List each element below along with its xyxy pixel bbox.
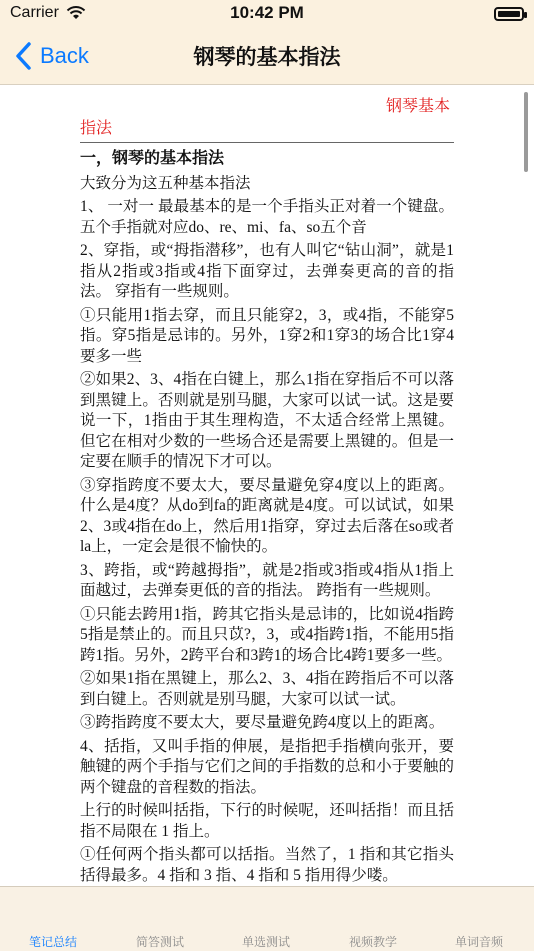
- tab-short-answer-test[interactable]: 简答测试: [135, 935, 184, 949]
- tab-bar: [0, 886, 534, 951]
- navigation-bar: [0, 30, 534, 84]
- article-content[interactable]: [80, 96, 454, 886]
- top-bar: [0, 0, 534, 85]
- paragraph: 3、跨指，或“跨越拇指”，就是2指或3指或4指从1指上面越过，去弹奏更低的音的指法。 跨指有一些规则。: [80, 561, 454, 599]
- tab-notes[interactable]: 笔记总结: [28, 935, 77, 949]
- paragraph: ①只能去跨用1指，跨其它指头是忌讳的，比如说4指跨5指是禁止的。而且只苡?，3，或4指跨1指，不能用5指跨1指。另外，2跨平台和3跨1的场合比4跨1要多一些。: [80, 605, 454, 664]
- paragraph: ③跨指跨度不要太大，要尽量避免跨4度以上的距离。: [80, 714, 445, 731]
- tab-word-audio[interactable]: 单词音频: [454, 935, 503, 949]
- red-title-line-2: 指法: [80, 118, 454, 143]
- clock: 10:42 PM: [230, 3, 304, 22]
- tab-single-choice-test[interactable]: 单选测试: [241, 935, 290, 949]
- scrollbar[interactable]: [524, 92, 528, 172]
- back-label: Back: [40, 43, 89, 68]
- paragraph: ②如果2、3、4指在白键上，那么1指在穿指后不可以落到黑键上。否则就是别马腿，大家可以试一试。这是要说一下，1指由于其生理构造，不太适合经常上黑键。但它在相对少数的一些场合还是需要上黑键的。但是一定要在顺手的情况下才可以。: [80, 371, 454, 470]
- paragraph: ①任何两个指头都可以括指。当然了，1 指和其它指头括得最多。4 指和 3 指、4 指和 5 指用得少喽。: [80, 846, 454, 884]
- paragraph: 2、穿指，或“拇指潜移”，也有人叫它“钻山洞”，就是1指从2指或3指或4指下面穿过，去弹奏更高的音的指法。 穿指有一些规则。: [80, 242, 454, 300]
- paragraph: 上行的时候叫括指，下行的时候呢，还叫括指！而且括指不局限在 1 指上。: [80, 802, 454, 840]
- paragraph: ①只能用1指去穿，而且只能穿2，3，或4指，不能穿5指。穿5指是忌讳的。另外，1穿2和1穿3的场合比1穿4要多一些: [80, 306, 454, 365]
- page-title: 钢琴的基本指法: [193, 46, 341, 69]
- paragraph: 大致分为这五种基本指法: [80, 174, 251, 192]
- carrier-label: Carrier: [10, 4, 59, 21]
- battery-icon: [494, 7, 524, 21]
- paragraph: ③穿指跨度不要太大，要尽量避免穿4度以上的距离。什么是4度？从do到fa的距离就是4度。可以试试，如果2、3或4指在do上，然后用1指穿，穿过去后落在so或者la上，一定会是很不愉快的。: [80, 476, 454, 555]
- paragraph: ②如果1指在黑键上，那么2、3、4指在跨指后不可以落到白键上。否则就是别马腿，大家可以试一试。: [80, 670, 454, 708]
- paragraph: 1、 一对一 最最基本的是一个手指头正对着一个键盘。五个手指就对应do、re、mi、fa、so五个音: [80, 198, 454, 236]
- paragraph: 4、括指，又叫手指的伸展，是指把手指横向张开，要触键的两个手指与它们之间的手指数的总和小于要触的两个键盘的音程数的指法。: [80, 737, 454, 796]
- red-title: [80, 96, 454, 143]
- status-bar: [0, 0, 534, 30]
- tab-video-lessons[interactable]: 视频教学: [348, 935, 397, 949]
- section-heading: 一，钢琴的基本指法: [80, 150, 225, 167]
- red-title-line-1: 钢琴基本: [385, 98, 450, 115]
